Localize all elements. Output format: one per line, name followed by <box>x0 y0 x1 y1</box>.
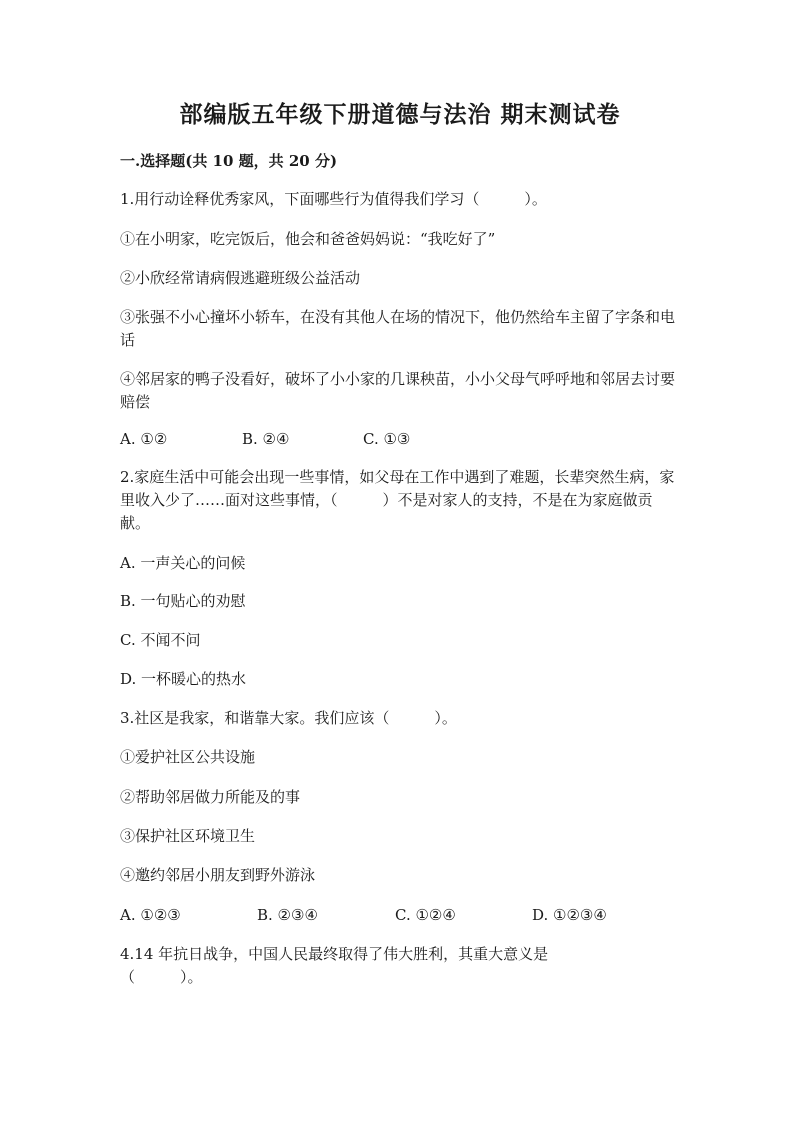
question-2-option-c[interactable]: C. 不闻不问 <box>120 631 201 649</box>
question-1-item-4: ④邻居家的鸭子没看好，破坏了小小家的几课秧苗，小小父母气呼呼地和邻居去讨要赔偿 <box>120 370 676 411</box>
question-3-option-c[interactable]: C. ①②④ <box>395 906 456 924</box>
question-1-option-c[interactable]: C. ①③ <box>363 430 411 448</box>
question-1-stem: 1.用行动诠释优秀家风，下面哪些行为值得我们学习（ ）。 <box>120 190 547 208</box>
question-1-option-b[interactable]: B. ②④ <box>242 430 290 448</box>
question-3-option-b[interactable]: B. ②③④ <box>257 906 318 924</box>
question-3-item-4: ④邀约邻居小朋友到野外游泳 <box>120 866 316 884</box>
question-3-stem: 3.社区是我家，和谐靠大家。我们应该（ ）。 <box>120 709 457 727</box>
question-1-item-3: ③张强不小心撞坏小轿车，在没有其他人在场的情况下，他仍然给车主留了字条和电话 <box>120 308 676 349</box>
question-3-option-a[interactable]: A. ①②③ <box>120 906 181 924</box>
page-title: 部编版五年级下册道德与法治 期末测试卷 <box>179 101 621 128</box>
question-2-stem: 2.家庭生活中可能会出现一些事情，如父母在工作中遇到了难题，长辈突然生病，家里收入少了……面对这些事情，（ ）不是对家人的支持，不是在为家庭做贡献。 <box>120 468 675 532</box>
section-heading: 一.选择题(共 10 题，共 20 分) <box>120 152 338 170</box>
question-2-option-b[interactable]: B. 一句贴心的劝慰 <box>120 592 246 610</box>
question-2-option-d[interactable]: D. 一杯暖心的热水 <box>120 670 247 688</box>
question-1-item-1: ①在小明家，吃完饭后，他会和爸爸妈妈说：“我吃好了” <box>120 230 496 248</box>
question-3-item-2: ②帮助邻居做力所能及的事 <box>120 788 301 806</box>
question-1-option-a[interactable]: A. ①② <box>120 430 168 448</box>
question-4-stem: 4.14 年抗日战争，中国人民最终取得了伟大胜利，其重大意义是（ ）。 <box>120 945 549 986</box>
question-1-item-2: ②小欣经常请病假逃避班级公益活动 <box>120 269 361 287</box>
question-3-option-d[interactable]: D. ①②③④ <box>532 906 607 924</box>
question-2-option-a[interactable]: A. 一声关心的问候 <box>120 554 246 572</box>
question-3-item-1: ①爱护社区公共设施 <box>120 748 256 766</box>
question-3-item-3: ③保护社区环境卫生 <box>120 827 256 845</box>
